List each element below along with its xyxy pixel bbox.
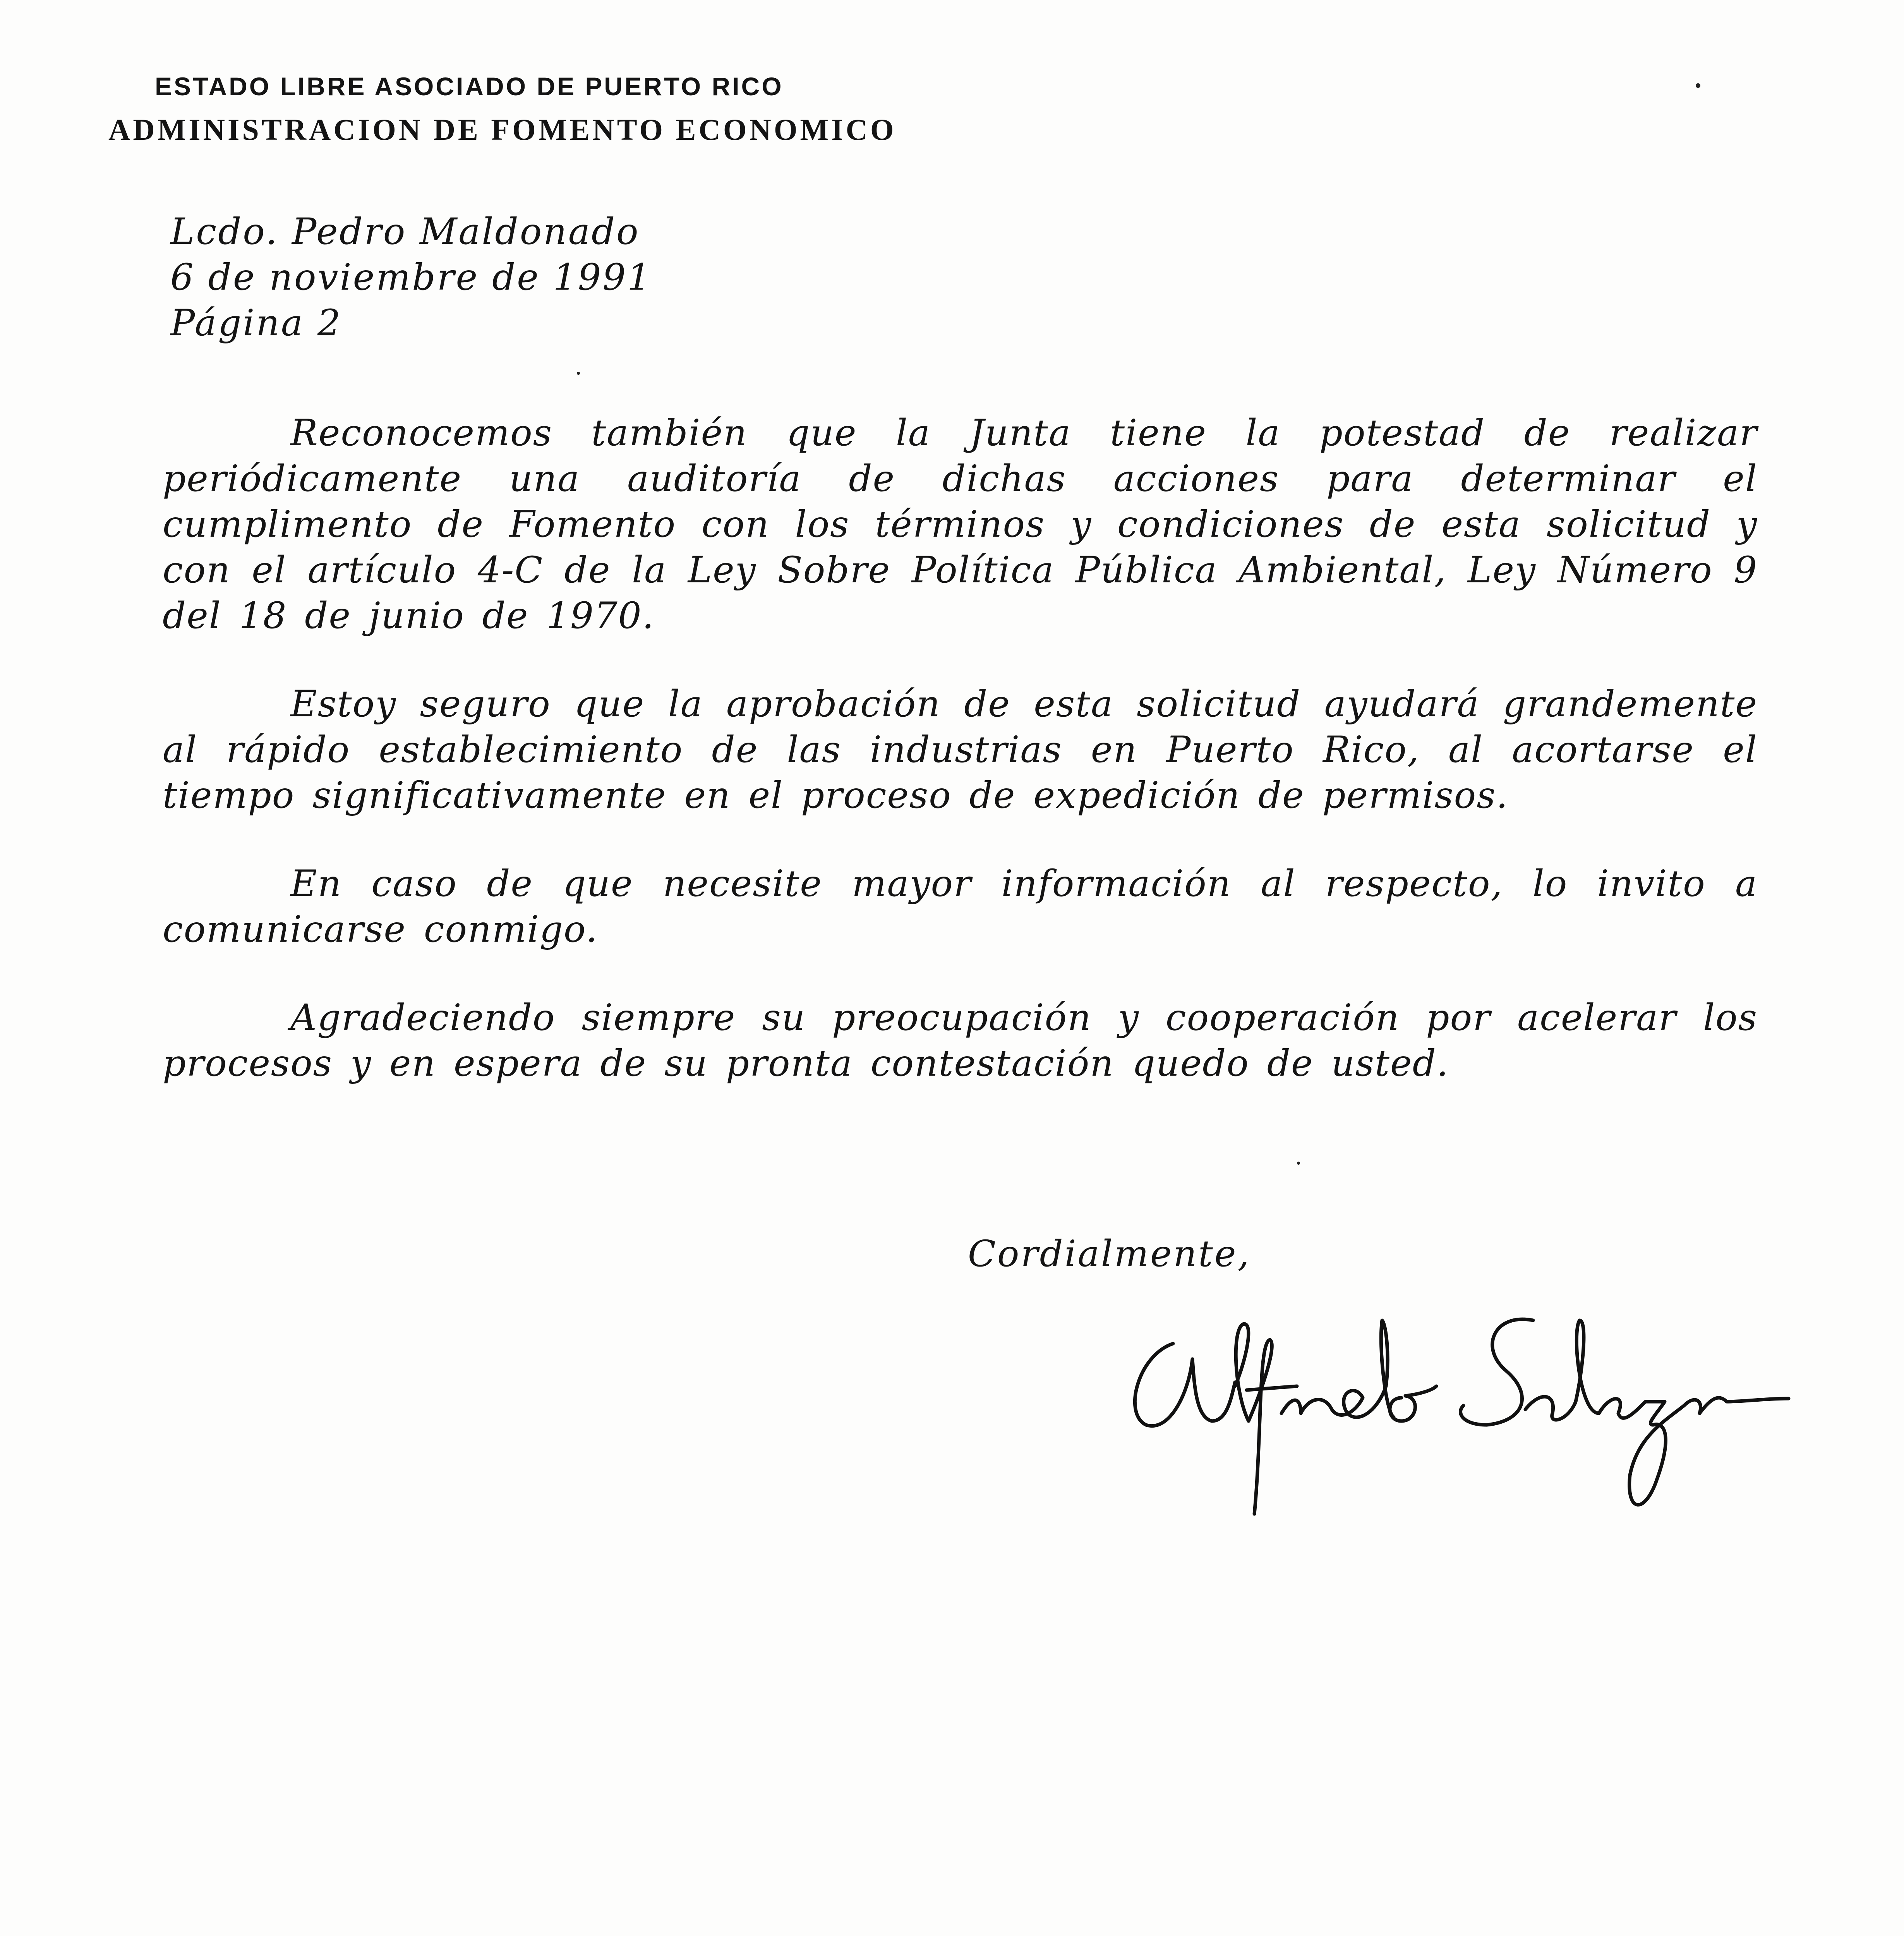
letterhead-administration-line: ADMINISTRACION DE FOMENTO ECONOMICO: [108, 113, 897, 146]
body-paragraph-4: Agradeciendo siempre su preocupación y cooperación por acelerar los procesos y en espera de su pronta contestación quedo de usted.: [163, 997, 1758, 1085]
body-paragraph-1: Reconocemos también que la Junta tiene la potestad de realizar periódicamente una auditoría de dichas acciones para determinar el cumplimento de Fomento con los términos y condiciones de esta solicitud y con el artículo 4-C de la Ley Sobre Política Pública Ambiental, Ley Número 9 del 18 de junio de 1970.: [163, 412, 1758, 637]
closing-salutation: Cordialmente,: [968, 1233, 1251, 1275]
letter-body: [163, 410, 1758, 1129]
page-number: Página 2: [170, 302, 342, 344]
scan-speck: [1297, 1162, 1300, 1165]
letter-date: 6 de noviembre de 1991: [170, 256, 652, 299]
scan-speck: [1696, 83, 1700, 88]
body-paragraph-3: En caso de que necesite mayor información al respecto, lo invito a comunicarse conmigo.: [163, 863, 1758, 951]
body-paragraph-2: Estoy seguro que la aprobación de esta solicitud ayudará grandemente al rápido establecimiento de las industrias en Puerto Rico, al acortarse el tiempo significativamente en el proceso de expedición de permisos.: [163, 683, 1758, 817]
scan-speck: [577, 372, 580, 375]
handwritten-signature: [1115, 1297, 1793, 1529]
letterhead-agency-line: ESTADO LIBRE ASOCIADO DE PUERTO RICO: [155, 72, 784, 101]
recipient-name: Lcdo. Pedro Maldonado: [170, 211, 640, 253]
reference-block: [170, 209, 652, 346]
